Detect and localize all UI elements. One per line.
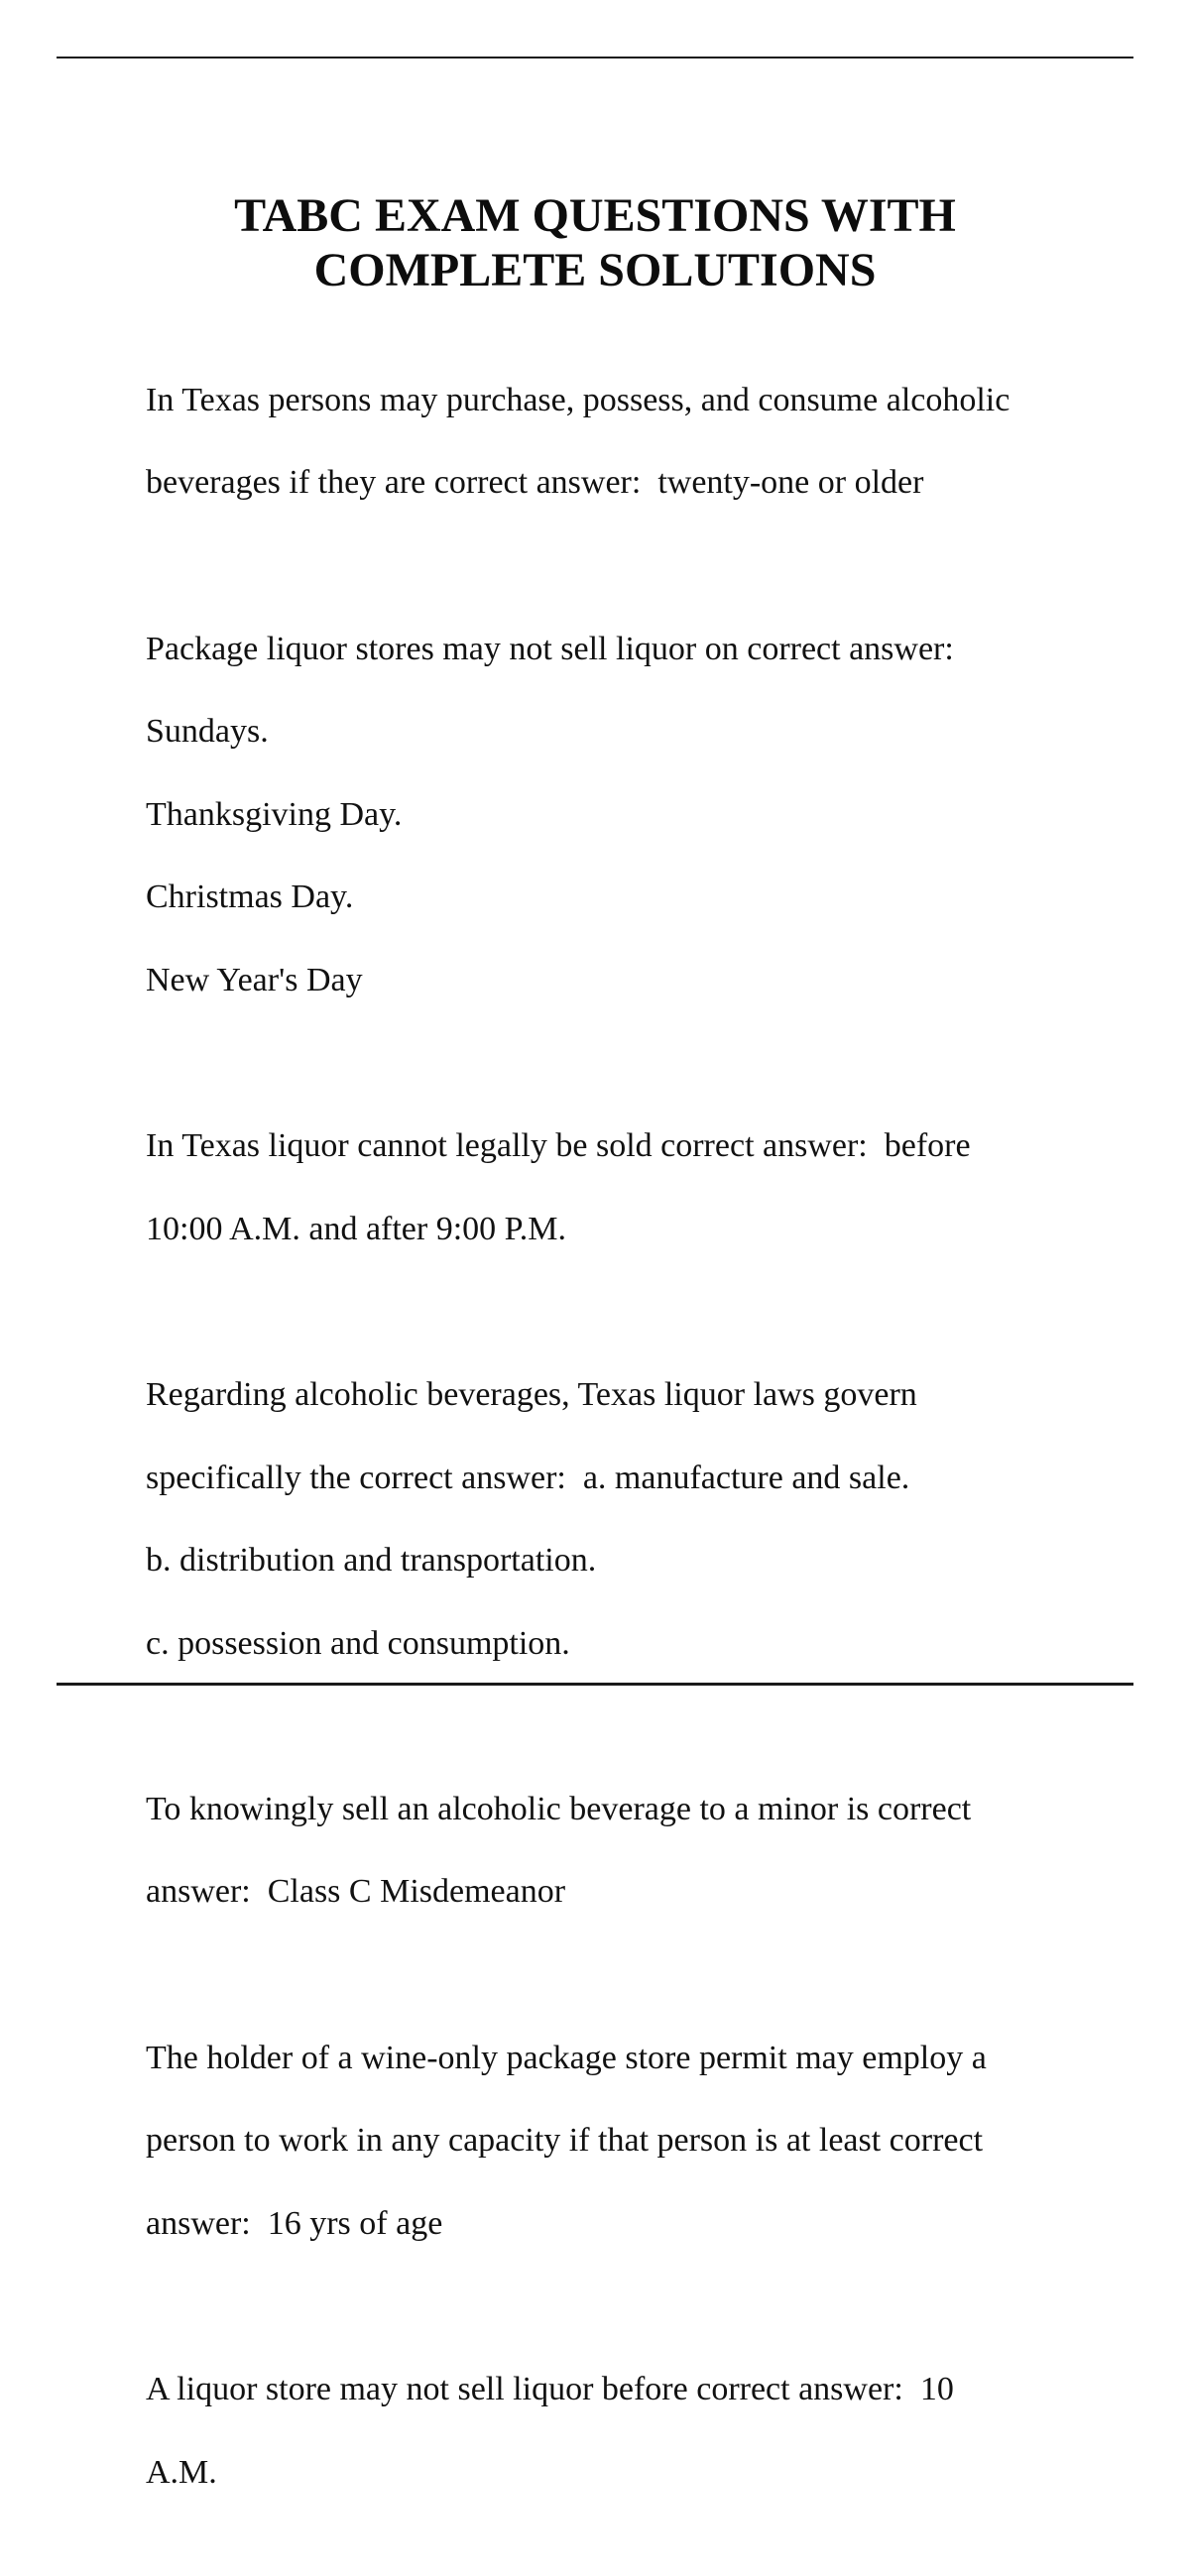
qa-line: c. possession and consumption. [146,1624,570,1662]
qa-item-earliest-sale-time [146,2327,1137,2534]
qa-line: In Texas liquor cannot legally be sold correct answer: before [146,1127,971,1165]
qa-line: specifically the correct answer: a. manufacture and sale. [146,1459,910,1496]
qa-line: Christmas Day. [146,878,354,916]
qa-item-liquor-laws-govern [146,1333,1137,1705]
qa-line: A.M. [146,2453,217,2491]
qa-line: A liquor store may not sell liquor before correct answer: 10 [146,2371,954,2408]
qa-line: person to work in any capacity if that person is at least correct [146,2122,984,2160]
qa-line: Sundays. [146,713,269,751]
qa-item-legal-age [146,338,1137,545]
qa-item-sale-to-minor [146,1747,1137,1954]
qa-line: b. distribution and transportation. [146,1542,597,1580]
qa-line: answer: 16 yrs of age [146,2204,443,2242]
question-answer-list [146,338,1137,2576]
qa-line: In Texas persons may purchase, possess, and consume alcoholic [146,381,1011,418]
qa-line: answer: Class C Misdemeanor [146,1873,566,1911]
qa-line: The holder of a wine-only package store permit may employ a [146,2039,987,2076]
qa-line: Thanksgiving Day. [146,795,403,833]
qa-item-package-store-closed-days [146,587,1137,1043]
document-title [0,188,1190,297]
qa-item-wine-only-employee-age [146,1996,1137,2286]
qa-line: 10:00 A.M. and after 9:00 P.M. [146,1210,567,1247]
qa-line: To knowingly sell an alcoholic beverage to a minor is correct [146,1790,972,1827]
top-rule-divider [57,57,1133,59]
qa-line: New Year's Day [146,961,363,998]
document-title-line-1: TABC EXAM QUESTIONS WITH [234,189,956,242]
qa-line: Regarding alcoholic beverages, Texas liquor laws govern [146,1375,917,1413]
qa-item-legal-sale-hours [146,1084,1137,1291]
qa-line: Package liquor stores may not sell liquor on correct answer: [146,630,954,667]
qa-line: beverages if they are correct answer: twenty-one or older [146,464,924,502]
document-title-line-2: COMPLETE SOLUTIONS [313,244,877,296]
